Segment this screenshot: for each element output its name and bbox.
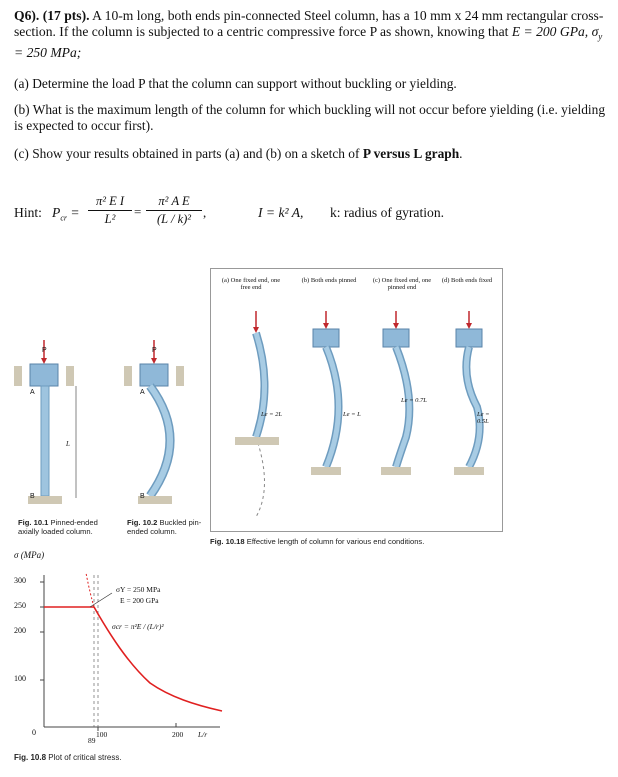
fig108-cap-text: Plot of critical stress. [48, 753, 122, 762]
xtick-100: 100 [96, 730, 108, 739]
part-c-start: (c) Show your results obtained in parts (a) and (b) on a sketch of [14, 146, 363, 161]
fig108-caption [14, 753, 234, 762]
frac1-bar [88, 210, 132, 211]
hint-relation-note: k: radius of gyration. [330, 205, 445, 220]
question-body: A 10-m long, both ends pin-connected Steel column, has a 10 mm x 24 mm rectangular cross-section. If the column is subjected to a centric compressive force P as shown, knowing that [14, 8, 604, 39]
given-sub: y [598, 31, 603, 42]
fig1018-caption [210, 537, 510, 546]
plot-xlabel: L/r [198, 730, 208, 739]
xtick-200: 200 [172, 730, 184, 739]
ytick-200: 200 [14, 626, 26, 635]
ytick-0: 0 [32, 728, 36, 737]
plot-annotation-euler: σcr = π²E / (L/r)² [112, 622, 164, 631]
case-b-title: (b) Both ends pinned [301, 277, 357, 284]
fig101-a-label: A [30, 389, 35, 396]
pcr-symbol: P [52, 205, 61, 220]
ytick-300: 300 [14, 576, 26, 585]
part-c-end: . [459, 146, 463, 161]
fig102-p-label: P [152, 347, 157, 354]
fig101-caption [18, 518, 118, 536]
part-b: (b) What is the maximum length of the column for which buckling will not occur before yielding (i.e. yielding is expected to occur first). [14, 102, 606, 133]
fig101-l-label: L [66, 440, 70, 448]
equals-sign: = [134, 204, 142, 219]
ytick-250: 250 [14, 601, 26, 610]
fig102-cap-bold: Fig. 10.2 [127, 518, 158, 527]
fig108-cap-bold: Fig. 10.8 [14, 753, 47, 762]
fig102-a-label: A [140, 389, 145, 396]
fig1018-cap-text: Effective length of column for various end conditions. [246, 537, 425, 546]
pcr-sub: cr [60, 213, 67, 223]
xtick-89: 89 [88, 736, 96, 745]
ytick-100: 100 [14, 674, 26, 683]
plot-annotation-yield: σY = 250 MPa [116, 585, 161, 594]
hint-label: Hint: [14, 205, 42, 220]
frac2-bar [146, 210, 202, 211]
question-number: Q6). [14, 8, 40, 23]
effective-length-figure [210, 268, 503, 532]
case-d-title: (d) Both ends fixed [441, 277, 493, 284]
fig101-b-label: B [30, 493, 35, 500]
fig102-cap-text: Buckled pin-ended column. [127, 518, 202, 536]
case-d-le: Le = 0.5L [477, 411, 490, 425]
case-b-le: Le = L [343, 411, 361, 418]
fig102-caption [127, 518, 217, 536]
case-a-title: (a) One fixed end, one free end [221, 277, 281, 291]
frac2-den: (L / k)² [156, 212, 192, 226]
case-c-title: (c) One fixed end, one pinned end [372, 277, 432, 291]
given-end: = 250 MPa; [14, 44, 82, 60]
fig101-cap-text: Pinned-ended axially loaded column. [18, 518, 98, 536]
hint-relation: I = k² A, [258, 205, 304, 220]
part-a: (a) Determine the load P that the column can support without buckling or yielding. [14, 76, 457, 91]
case-c-le: Le = 0.7L [401, 397, 427, 404]
part-c [14, 146, 606, 162]
fig101-p-label: P [42, 347, 47, 354]
fig102-b-label: B [140, 493, 145, 500]
comma: , [203, 205, 207, 220]
fig101-cap-bold: Fig. 10.1 [18, 518, 49, 527]
frac1-num: π² E I [95, 194, 125, 208]
hint-pcr: $P_{cr}$ = [52, 205, 80, 223]
part-c-bold: P versus L graph [362, 146, 460, 161]
pinned-columns-figure [14, 340, 214, 510]
frac1-den: L² [104, 212, 116, 226]
fig1018-cap-bold: Fig. 10.18 [210, 537, 245, 546]
frac2-num: π² A E [158, 194, 190, 208]
question-text [14, 8, 606, 61]
plot-ylabel: σ (MPa) [14, 550, 45, 560]
given-values: E = 200 GPa, σ [511, 24, 599, 39]
case-a-le: Le = 2L [261, 411, 283, 418]
question-points: (17 pts). [42, 8, 90, 23]
plot-annotation-modulus: E = 200 GPa [120, 596, 159, 605]
